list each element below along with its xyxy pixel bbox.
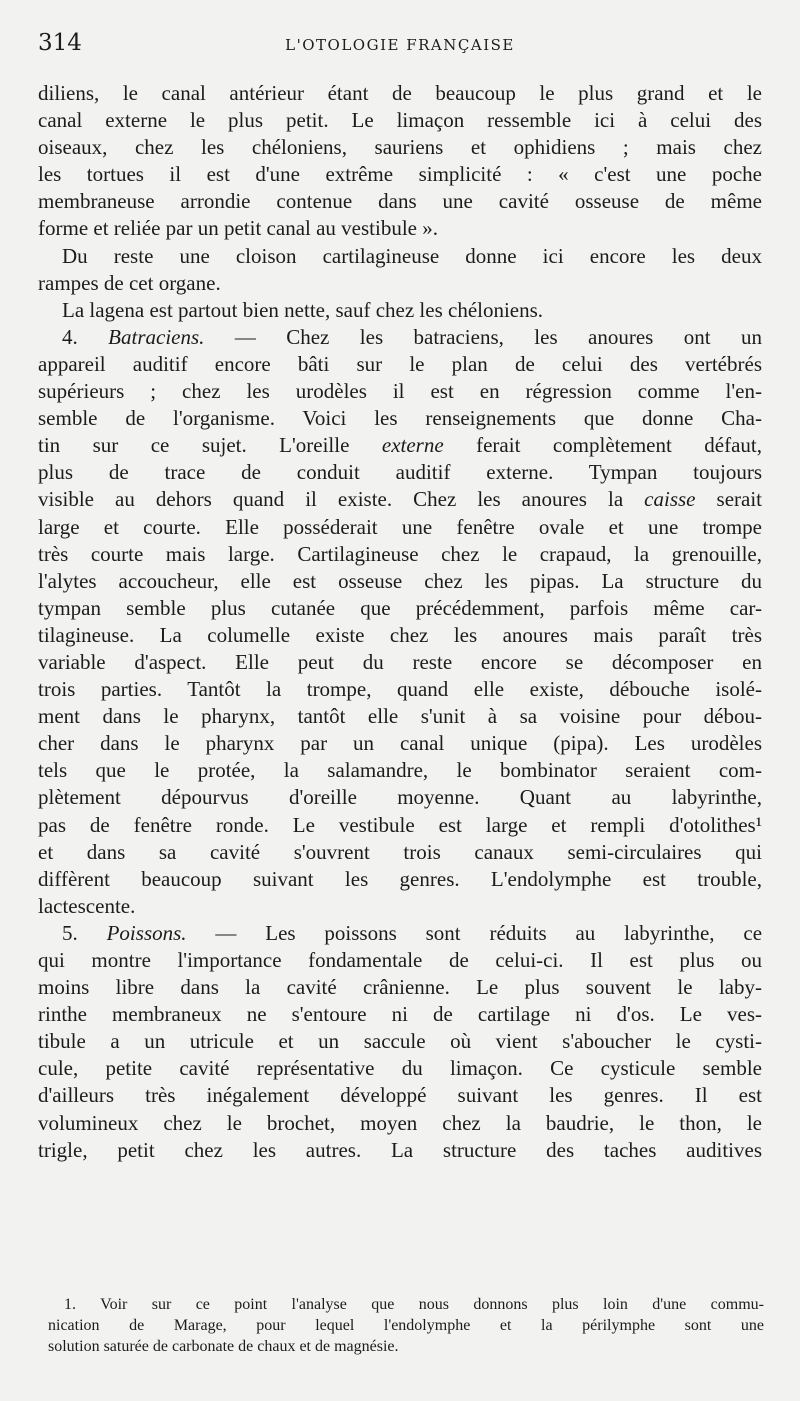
text-line: qui montre l'importance fondamentale de celui-ci. Il est plus ou	[38, 948, 762, 972]
text-line: tilagineuse. La columelle existe chez les anoures mais paraît très	[38, 622, 762, 647]
text-line: plus de trace de conduit auditif externe. Tympan toujours	[38, 460, 762, 485]
footnote-line: nication de Marage, pour lequel l'endolymphe et la périlymphe sont une	[48, 1317, 764, 1334]
page-header	[38, 30, 762, 64]
text-line: large et courte. Elle posséderait une fenêtre ovale et une trompe	[38, 514, 762, 539]
text-line: semble de l'organisme. Voici les renseignements que donne Cha-	[38, 406, 762, 431]
text-line: les tortues il est d'une extrême simplicité : « c'est une poche	[38, 162, 762, 187]
text-line: et dans sa cavité s'ouvrent trois canaux semi-circulaires qui	[38, 839, 762, 864]
footnote-line: 1. Voir sur ce point l'analyse que nous donnons plus loin d'une commu-	[64, 1296, 764, 1313]
text-line: diffèrent beaucoup suivant les genres. L'endolymphe est trouble,	[38, 866, 762, 891]
text-line: canal externe le plus petit. Le limaçon ressemble ici à celui des	[38, 108, 762, 133]
text-line: tin sur ce sujet. L'oreille externe ferait complètement défaut,	[38, 433, 762, 458]
text-line: cule, petite cavité représentative du limaçon. Ce cysticule semble	[38, 1056, 762, 1081]
text-line: visible au dehors quand il existe. Chez les anoures la caisse serait	[38, 487, 762, 512]
text-line: moins libre dans la cavité crânienne. Le plus souvent le laby-	[38, 975, 762, 1000]
text-line: cher dans le pharynx par un canal unique (pipa). Les urodèles	[38, 731, 762, 756]
text-line: membraneuse arrondie contenue dans une cavité osseuse de même	[38, 189, 762, 214]
text-line: trois parties. Tantôt la trompe, quand elle existe, débouche isolé-	[38, 677, 762, 702]
text-line: très courte mais large. Cartilagineuse chez le crapaud, la grenouille,	[38, 541, 762, 566]
text-line: variable d'aspect. Elle peut du reste encore se décomposer en	[38, 649, 762, 674]
body-text	[38, 80, 762, 1164]
text-line: volumineux chez le brochet, moyen chez la baudrie, le thon, le	[38, 1110, 762, 1135]
text-line: ment dans le pharynx, tantôt elle s'unit à sa voisine pour débou-	[38, 704, 762, 729]
text-line: Du reste une cloison cartilagineuse donne ici encore les deux	[62, 243, 762, 268]
text-line: trigle, petit chez les autres. La structure des taches auditives	[38, 1137, 762, 1162]
footnotes	[48, 1294, 764, 1357]
text-line: forme et reliée par un petit canal au vestibule ».	[38, 216, 438, 241]
text-line: tibule a un utricule et un saccule où vient s'aboucher le cysti-	[38, 1029, 762, 1054]
running-title: L'OTOLOGIE FRANÇAISE	[285, 36, 515, 54]
text-line: rampes de cet organe.	[38, 270, 221, 295]
text-line: l'alytes accoucheur, elle est osseuse chez les pipas. La structure du	[38, 568, 762, 593]
text-line: oiseaux, chez les chéloniens, sauriens et ophidiens ; mais chez	[38, 135, 762, 160]
text-line: appareil auditif encore bâti sur le plan de celui des vertébrés	[38, 351, 762, 376]
text-line: rinthe membraneux ne s'entoure ni de cartilage ni d'os. Le ves-	[38, 1002, 762, 1027]
text-line: plètement dépourvus d'oreille moyenne. Quant au labyrinthe,	[38, 785, 762, 810]
text-line: lactescente.	[38, 893, 136, 918]
text-line: supérieurs ; chez les urodèles il est en régression comme l'en-	[38, 379, 762, 404]
text-line: diliens, le canal antérieur étant de beaucoup le plus grand et le	[38, 81, 762, 105]
page-number: 314	[38, 30, 82, 56]
text-line: tels que le protée, la salamandre, le bombinator seraient com-	[38, 758, 762, 783]
section-heading-poissons: 5. Poissons. — Les poissons sont réduits au labyrinthe, ce	[62, 920, 763, 945]
text-line: tympan semble plus cutanée que précédemment, parfois même car-	[38, 595, 762, 620]
text-line: La lagena est partout bien nette, sauf chez les chéloniens.	[62, 297, 544, 322]
footnote-line: solution saturée de carbonate de chaux et de magnésie.	[48, 1338, 399, 1355]
text-line: pas de fenêtre ronde. Le vestibule est large et rempli d'otolithes¹	[38, 812, 762, 837]
section-heading-batraciens: 4. Batraciens. — Chez les batraciens, les anoures ont un	[62, 324, 762, 349]
text-line: d'ailleurs très inégalement développé suivant les genres. Il est	[38, 1083, 762, 1108]
